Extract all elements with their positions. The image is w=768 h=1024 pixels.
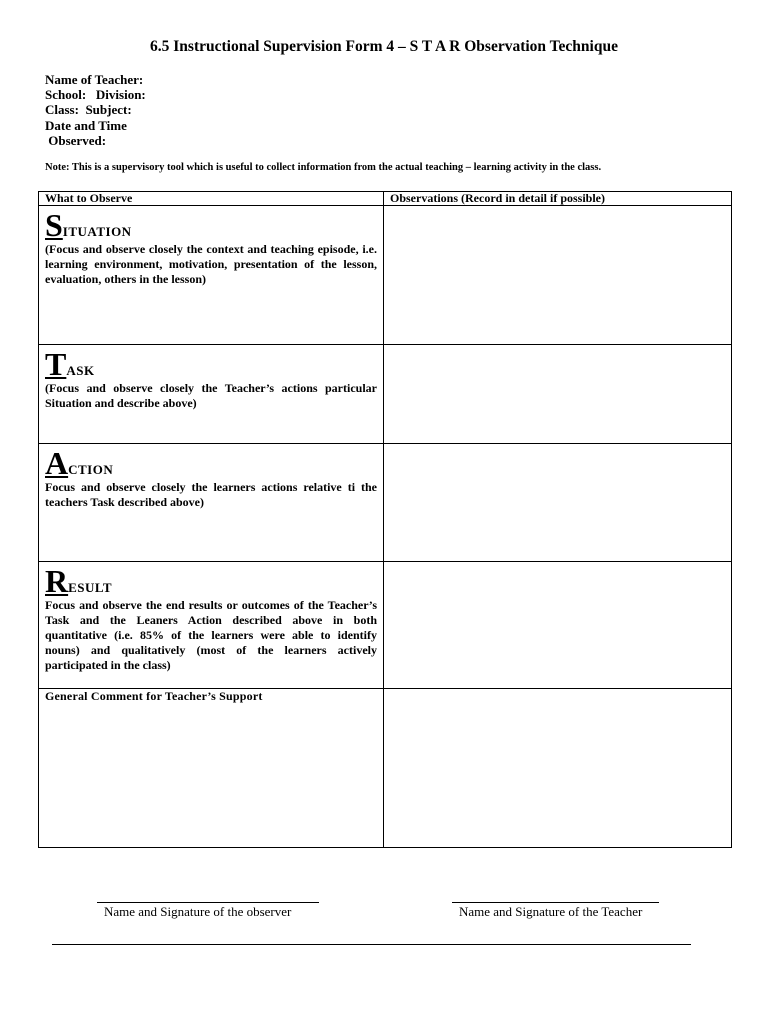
situation-prompt-cell (39, 206, 384, 345)
task-heading (45, 347, 377, 381)
result-observation-cell[interactable] (384, 562, 732, 689)
action-prompt-cell (39, 444, 384, 562)
teacher-signature-label: Name and Signature of the Teacher (459, 904, 643, 919)
result-heading (45, 564, 377, 598)
table-header-row (39, 192, 732, 206)
general-comment-prompt-cell (39, 689, 384, 848)
field-name-of-teacher: Name of Teacher: (45, 72, 144, 87)
field-date-and-time: Date and Time (45, 117, 127, 133)
observer-signature-label: Name and Signature of the observer (104, 904, 292, 919)
teacher-signature-line (452, 902, 659, 903)
task-prompt-cell (39, 345, 384, 444)
table-row-action (39, 444, 732, 562)
observer-signature-line (97, 902, 319, 903)
action-description: Focus and observe closely the learners actions relative ti the teachers Task described above) (45, 480, 377, 509)
col-header-observations: Observations (Record in detail if possible) (384, 192, 732, 206)
task-description: (Focus and observe closely the Teacher’s actions particular Situation and describe above) (45, 381, 377, 410)
situation-heading-rest: ITUATION (62, 224, 132, 239)
note-text: Note: This is a supervisory tool which is useful to collect information from the actual teaching – learning activity in the class. (45, 162, 602, 173)
situation-initial: S (45, 207, 63, 243)
form-title: 6.5 Instructional Supervision Form 4 – S T A R Observation Technique (150, 38, 618, 55)
general-comment-label: General Comment for Teacher’s Support (45, 689, 263, 703)
action-heading-rest: CTION (68, 462, 114, 477)
action-heading (45, 446, 377, 480)
task-observation-cell[interactable] (384, 345, 732, 444)
situation-description: (Focus and observe closely the context and teaching episode, i.e. learning environment, motivation, presentation of the lesson, evaluation, others in the lesson) (45, 242, 377, 286)
task-initial: T (45, 346, 67, 382)
table-row-general-comment (39, 689, 732, 848)
field-school-division: School: Division: (45, 87, 146, 103)
table-row-situation (39, 206, 732, 345)
task-heading-rest: ASK (66, 363, 95, 378)
table-row-task (39, 345, 732, 444)
result-heading-rest: ESULT (68, 580, 113, 595)
situation-heading (45, 208, 377, 242)
action-initial: A (45, 445, 69, 481)
table-row-result (39, 562, 732, 689)
result-initial: R (45, 563, 69, 599)
teacher-info-block (45, 72, 146, 148)
action-observation-cell[interactable] (384, 444, 732, 562)
bottom-divider-line (52, 944, 691, 945)
field-observed: Observed: (45, 132, 107, 148)
star-observation-table (38, 191, 732, 848)
field-class-subject: Class: Subject: (45, 102, 132, 118)
general-comment-cell[interactable] (384, 689, 732, 848)
situation-observation-cell[interactable] (384, 206, 732, 345)
result-description: Focus and observe the end results or outcomes of the Teacher’s Task and the Leaners Action described above in both quantitative (i.e. 85% of the learners were able to identify nouns) and qualitatively (most of the learners actively participated in the class) (45, 598, 377, 672)
result-prompt-cell (39, 562, 384, 689)
col-header-what-to-observe: What to Observe (39, 192, 384, 206)
